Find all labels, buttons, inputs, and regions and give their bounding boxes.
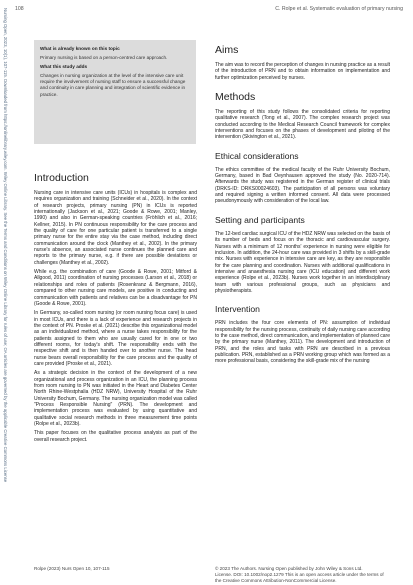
- intro-paragraph-2: While e.g. the combination of care (Goode & Rowe, 2001; Mitford & Allgood, 2011) coordination of nursing processes (Larson et al., 2018) or relationships and roles of patients (Rosenkranz & Bergmann, 2016), compared to other nursing care models, are positive in conducting and communication with patients and relatives can be a disadvantage for PN (Goode & Rowe, 2001).: [34, 269, 197, 307]
- footer-citation: Rolpe (2023) Nurs Open 10, 107-115: [34, 566, 110, 571]
- left-column: [34, 172, 197, 446]
- footer-license-line-2: License. DOI: 10.1002/nop2.1279 This is an open access article under the terms of the Creative Commons Attribution-NonCommercial License.: [215, 572, 384, 583]
- ethical-heading: Ethical considerations: [215, 150, 299, 161]
- footer-license-line-1: © 2023 The Authors. Nursing Open published by John Wiley & Sons Ltd.: [215, 566, 363, 571]
- introduction-heading: Introduction: [34, 172, 89, 184]
- setting-heading: Setting and participants: [215, 214, 305, 225]
- intervention-text: PRN includes the four core elements of PN: assumption of individual responsibility for the nursing process, continuity of daily nursing care according to the case method, direct communication, and implementation of planned care by the primary nurse (Manthey, 2011). The development and introduction of PRN, and the roles and tasks with PRN are described in a previous publication. PRN, established as a PRN working group which was formed as a more professional basis, considering the skill-grade mix of the nursing: [215, 320, 390, 365]
- methods-text: The reporting of this study follows the consolidated criteria for reporting qualitative research (Tong et al., 2007). The complex research project was conducted according to the Medical Research Council framework for complex interventions and focuses on the phases of development and piloting of the intervention (Skivington et al., 2021).: [215, 109, 390, 141]
- intervention-heading: Intervention: [215, 304, 260, 315]
- known-text: Primary nursing is based on a person-centred care approach.: [40, 55, 168, 61]
- side-margin-label: Nursing Open, 2023, 10(1), 107-115. Downloaded from https://onlinelibrary.wiley.com. Wiley Online Library. See the Terms and Conditions on Wiley Online Library for rules of use; OA articles are governed by the applicable Creative Commons License: [3, 8, 8, 483]
- side-margin-text: [2, 8, 9, 576]
- running-header: [15, 6, 403, 15]
- intro-paragraph-4: As a strategic decision in the context of the development of a new organizational and process organization in an ICU, the planning process from room nursing to PN was initiated in the Heart and Diabetes Center North Rhine-Westphalia (HDZ NRW), University Hospital of the Ruhr University Bochum, Germany. The nursing organization model was called "Process Responsible Nursing" (PRN). The development and implementation process was evaluated by using quantitative and qualitative social research methods in three measurement time points (Rolpe et al., 2023b).: [34, 370, 197, 428]
- adds-text: Changes in nursing organization at the level of the intensive care unit require the involvement of nursing staff to ensure a successful change and continuity in care planning and integration of scientific evidence in practice.: [40, 73, 186, 97]
- page-number: 108: [15, 6, 24, 12]
- intro-paragraph-5: This paper focuses on the qualitative process analysis as part of the overall research project.: [34, 430, 197, 443]
- methods-heading: Methods: [215, 91, 256, 104]
- setting-text: The 12-bed cardiac surgical ICU of the HDZ NRW was selected on the basis of its number of beds and focus on the thoracic and cardiovascular surgery. Nurses with a minimum of 12 months' experience in nursing were eligible for inclusion. In addition, the 24-hour care was provided in 3 shifts by a skill-grade mix. Nurses with experience in intensive care are key, as they are responsible for the care planning and coordination. Nurses with additional qualifications in intensive and anaesthesia nursing care (ICU education) and different work experience (Rolpe et al., 2023b). Nurses work together in an interdisciplinary team with various professional groups, such as physicians and physiotherapists.: [215, 230, 390, 294]
- footer-license: [215, 566, 390, 584]
- known-title: What is already known on this topic: [40, 46, 120, 51]
- intro-paragraph-1: Nursing care in intensive care units (ICUs) in hospitals is complex and requires organization and training (Schneider et al., 2020). In the context of research projects, primary nursing (PN) in ICUs is reported internationally (Jackson et al., 2021; Goode & Rowe, 2001; Manley, 1990) and also in German-speaking countries (Fröhlich et al., 2016; Kellner, 2015). In PN continuous responsibility for the care process and the quality of care for one particular patient is transferred to a single primary nurse for the entire stay via the case method, including direct communication around the clock (Manthey et al., 2002). In the primary nurse's absence, an associated nurse continues the planned care and reports to the primary nurse, e.g. if there are possible deviations or challenges (Manthey et al., 2002).: [34, 190, 197, 266]
- key-points-box: [34, 40, 196, 144]
- aims-text: The aim was to record the perception of changes in nursing practice as a result of the introduction of PRN and to obtain information on implementation and further optimization perceived by nurses.: [215, 62, 390, 81]
- aims-heading: Aims: [215, 44, 239, 56]
- intro-paragraph-3: In Germany, so-called room nursing (or room nursing focus care) is used in most ICUs, and there is a lack of experience and research projects in the context of PN. Proske et al. (2021) describe this organizational model as an individualized method, where a nurse takes responsibility for the patients assigned to them who are usually cared for in one or two different rooms, for today's shift. The responsibility ends with the respective shift and is then handed over to another nurse. The head nurse bears overall responsibility for the care process and the quality of care provided (Proske et al., 2021).: [34, 310, 197, 367]
- right-column: [215, 44, 390, 368]
- adds-title: What this study adds: [40, 64, 88, 70]
- running-title: C. Rolpe et al. Systematic evaluation of primary nursing: [275, 6, 403, 12]
- ethical-text: The ethics committee of the medical faculty of the Ruhr University Bochum, Germany, based in Bad Oeynhausen approved the study (No. 2020-714). Afterwards the study was registered in the German register of clinical trials (DRKS-ID: DRKS00024603). The participation of all persons was voluntary and required signing a written informed consent. All data were processed pseudonymously with consideration of the local law.: [215, 166, 390, 205]
